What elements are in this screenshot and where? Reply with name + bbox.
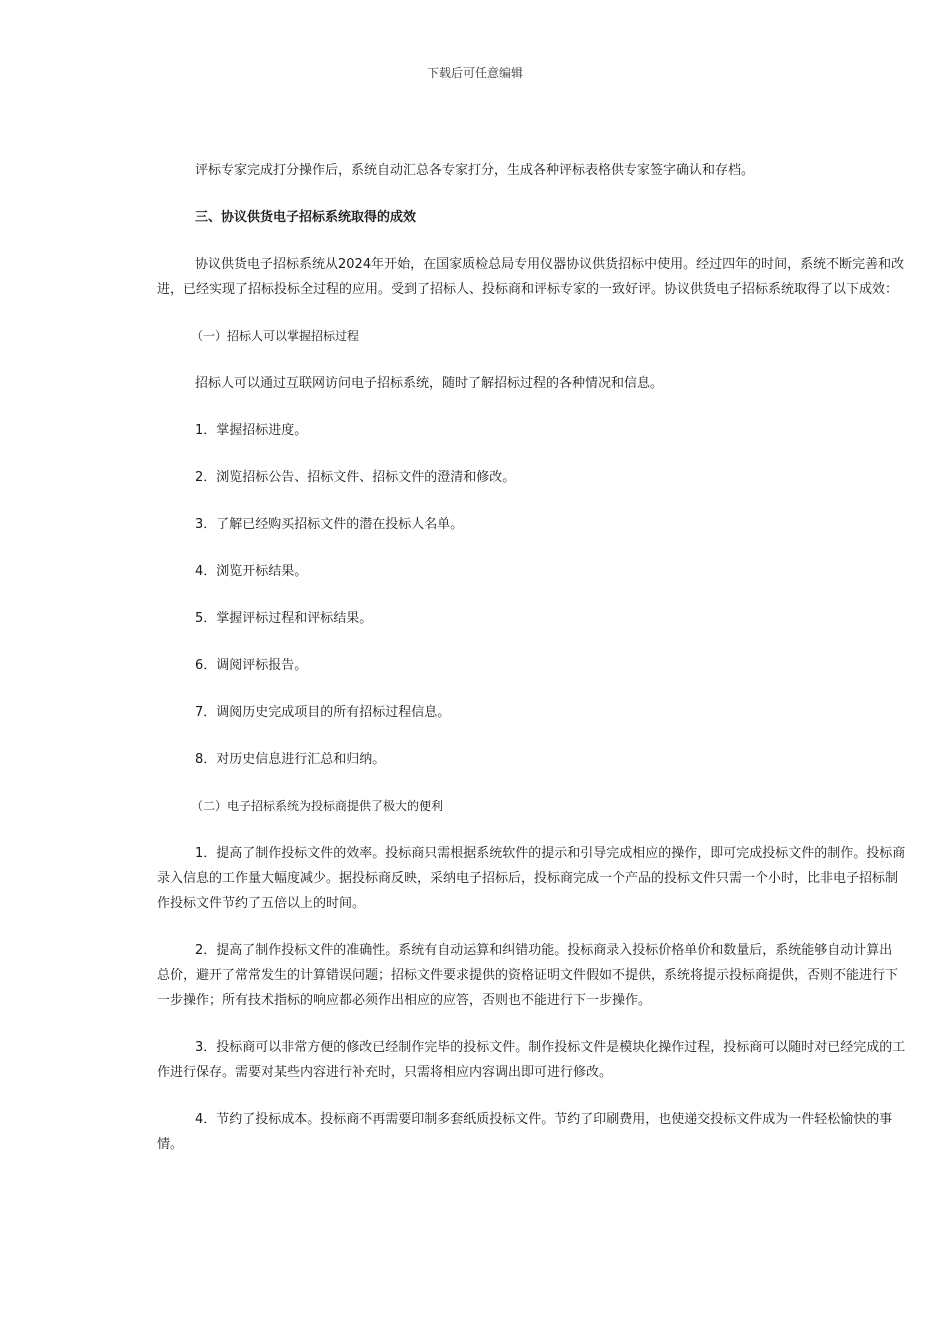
benefit-item-3 <box>157 1035 950 1085</box>
list-item: 6．调阅评标报告。 <box>195 658 308 673</box>
benefit-item-2 <box>157 938 950 1013</box>
section-heading-3: 三、协议供货电子招标系统取得的成效 <box>195 210 417 225</box>
list-item: 1．掌握招标进度。 <box>195 423 308 438</box>
benefit-line: 2．提高了制作投标文件的准确性。系统有自动运算和纠错功能。投标商录入投标价格单价和数量后，系统能够自动计算出 <box>195 943 893 958</box>
benefit-line: 总价，避开了常常发生的计算错误问题；招标文件要求提供的资格证明文件假如不提供，系统将提示投标商提供，否则不能进行下 <box>157 968 899 983</box>
benefit-line: 作进行保存。需要对某些内容进行补充时，只需将相应内容调出即可进行修改。 <box>157 1065 613 1080</box>
paragraph-scoring-summary: 评标专家完成打分操作后，系统自动汇总各专家打分，生成各种评标表格供专家签字确认和存档。 <box>195 163 755 178</box>
list-item: 8．对历史信息进行汇总和归纳。 <box>195 752 386 767</box>
subsection-heading-2: （二）电子招标系统为投标商提供了极大的便利 <box>191 799 444 813</box>
bidder-benefits-list <box>157 841 950 1157</box>
list-item: 3．了解已经购买招标文件的潜在投标人名单。 <box>195 517 464 532</box>
benefit-item-1 <box>157 841 950 916</box>
paragraph-tenderer-access: 招标人可以通过互联网访问电子招标系统，随时了解招标过程的各种情况和信息。 <box>195 376 664 391</box>
benefit-line: 录入信息的工作量大幅度减少。据投标商反映，采纳电子招标后，投标商完成一个产品的投标文件只需一个小时，比非电子招标制 <box>157 871 899 886</box>
paragraph-results-line1: 协议供货电子招标系统从2024年开始，在国家质检总局专用仪器协议供货招标中使用。经过四年的时间，系统不断完善和改 <box>195 257 905 272</box>
benefit-line: 1．提高了制作投标文件的效率。投标商只需根据系统软件的提示和引导完成相应的操作，即可完成投标文件的制作。投标商 <box>195 846 906 861</box>
benefit-line: 作投标文件节约了五倍以上的时间。 <box>157 896 366 911</box>
paragraph-results-line2: 进，已经实现了招标投标全过程的应用。受到了招标人、投标商和评标专家的一致好评。协议供货电子招标系统取得了以下成效： <box>157 282 899 297</box>
list-item: 4．浏览开标结果。 <box>195 564 308 579</box>
list-item: 5．掌握评标过程和评标结果。 <box>195 611 373 626</box>
list-item: 7．调阅历史完成项目的所有招标过程信息。 <box>195 705 451 720</box>
benefit-line: 一步操作；所有技术指标的响应都必须作出相应的应答，否则也不能进行下一步操作。 <box>157 993 652 1008</box>
benefit-item-4 <box>157 1107 950 1157</box>
benefit-line: 4．节约了投标成本。投标商不再需要印制多套纸质投标文件。节约了印刷费用，也使递交投标文件成为一件轻松愉快的事 <box>195 1112 893 1127</box>
list-item: 2．浏览招标公告、招标文件、招标文件的澄清和修改。 <box>195 470 516 485</box>
benefit-line: 情。 <box>157 1137 184 1152</box>
benefit-line: 3．投标商可以非常方便的修改已经制作完毕的投标文件。制作投标文件是模块化操作过程，投标商可以随时对已经完成的工 <box>195 1040 906 1055</box>
tenderer-capabilities-list <box>157 418 950 772</box>
subsection-heading-1: （一）招标人可以掌握招标过程 <box>191 329 360 343</box>
page-header: 下载后可任意编辑 <box>426 66 523 80</box>
document-body <box>157 158 950 1157</box>
